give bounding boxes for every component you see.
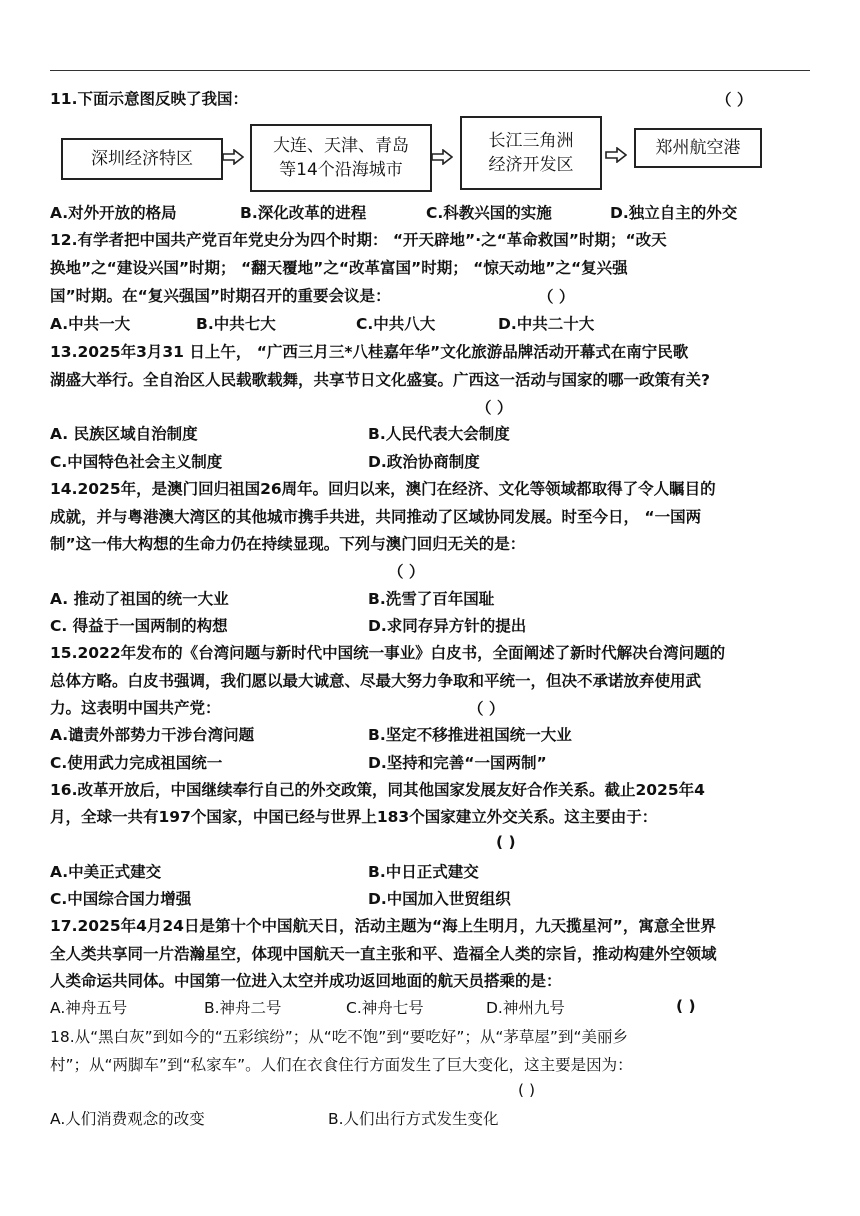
flow-box-shenzhen (61, 138, 223, 180)
q17-option-c: C.神舟七号 (346, 999, 424, 1017)
q11-option-b: B.深化改革的进程 (240, 204, 367, 222)
flow-box-zhengzhou (634, 128, 762, 168)
flow-box-zhengzhou-label: 郑州航空港 (655, 138, 741, 158)
q17-option-b: B.神舟二号 (204, 999, 282, 1017)
q15-line: 力。这表明中国共产党： (50, 699, 221, 717)
q12-answer-bracket: （ ） (538, 288, 575, 306)
q13-line: 13.2025年3月31 日上午， “广西三月三*八桂嘉年华”文化旅游品牌活动开幕式在南宁民歌 (50, 343, 689, 361)
q15-line: 15.2022年发布的《台湾问题与新时代中国统一事业》白皮书，全面阐述了新时代解决台湾问题的 (50, 644, 726, 662)
q12-option-d: D.中共二十大 (498, 315, 595, 333)
q11-stem: 11.下面示意图反映了我国： (50, 90, 248, 108)
q16-option-b: B.中日正式建交 (368, 863, 479, 881)
q18-answer-bracket: ( ) (518, 1081, 536, 1099)
q18-option-a: A.人们消费观念的改变 (50, 1110, 205, 1128)
q13-option-a: A. 民族区域自治制度 (50, 425, 198, 443)
q13-answer-bracket: （ ） (476, 399, 513, 417)
q18-option-b: B.人们出行方式发生变化 (328, 1110, 499, 1128)
flow-box-coastal-line2: 等14个沿海城市 (279, 160, 403, 180)
q16-line: 月，全球一共有197个国家，中国已经与世界上183个国家建立外交关系。这主要由于： (50, 808, 658, 826)
q12-option-b: B.中共七大 (196, 315, 276, 333)
q11-option-a: A.对外开放的格局 (50, 204, 177, 222)
q15-option-b: B.坚定不移推进祖国统一大业 (368, 726, 572, 744)
flow-box-yangtze-line2: 经济开发区 (488, 155, 574, 175)
flow-box-coastal-cities (250, 124, 432, 192)
q13-option-d: D.政治协商制度 (368, 453, 480, 471)
q17-answer-bracket: ( ) (676, 997, 696, 1015)
q13-line: 湖盛大举行。全自治区人民载歌载舞，共享节日文化盛宴。广西这一活动与国家的哪一政策有关? (50, 371, 710, 389)
q12-line: 国”时期。在“复兴强国”时期召开的重要会议是： (50, 287, 391, 305)
q14-option-a: A. 推动了祖国的统一大业 (50, 590, 229, 608)
q14-line: 制”这一伟大构想的生命力仍在持续显现。下列与澳门回归无关的是： (50, 535, 526, 553)
q14-answer-bracket: （ ） (388, 563, 425, 581)
q12-option-a: A.中共一大 (50, 315, 131, 333)
flow-box-shenzhen-label: 深圳经济特区 (91, 149, 193, 169)
header-rule (50, 70, 810, 71)
q12-line: 换地”之“建设兴国”时期； “翻天覆地”之“改革富国”时期； “惊天动地”之“复兴强 (50, 259, 628, 277)
q13-option-c: C.中国特色社会主义制度 (50, 453, 223, 471)
q16-option-d: D.中国加入世贸组织 (368, 890, 511, 908)
q18-line: 18.从“黑白灰”到如今的“五彩缤纷”；从“吃不饱”到“要吃好”；从“茅草屋”到“美丽乡 (50, 1028, 628, 1046)
q14-option-c: C. 得益于一国两制的构想 (50, 617, 228, 635)
q11-option-d: D.独立自主的外交 (610, 204, 738, 222)
q11-answer-bracket: （ ） (716, 91, 753, 109)
flow-box-yangtze-delta (460, 116, 602, 190)
q17-line: 全人类共享同一片浩瀚星空，体现中国航天一直主张和平、造福全人类的宗旨，推动构建外空领域 (50, 945, 717, 963)
q15-answer-bracket: （ ） (468, 700, 505, 718)
q17-option-a: A.神舟五号 (50, 999, 128, 1017)
q16-option-a: A.中美正式建交 (50, 863, 162, 881)
q12-line: 12.有学者把中国共产党百年党史分为四个时期： “开天辟地”·之“革命救国”时期；“改天 (50, 231, 667, 249)
q15-line: 总体方略。白皮书强调，我们愿以最大诚意、尽最大努力争取和平统一，但决不承诺放弃使用武 (50, 672, 702, 690)
q17-line: 人类命运共同体。中国第一位进入太空并成功返回地面的航天员搭乘的是： (50, 972, 562, 990)
arrow-right-icon (431, 149, 453, 165)
q16-answer-bracket: ( ) (496, 833, 516, 851)
q12-option-c: C.中共八大 (356, 315, 436, 333)
q14-line: 14.2025年，是澳门回归祖国26周年。回归以来，澳门在经济、文化等领域都取得了令人瞩目的 (50, 480, 716, 498)
q16-line: 16.改革开放后，中国继续奉行自己的外交政策，同其他国家发展友好合作关系。截止2025年4 (50, 781, 705, 799)
q16-option-c: C.中国综合国力增强 (50, 890, 192, 908)
flow-box-yangtze-line1: 长江三角洲 (488, 131, 574, 151)
q11-option-c: C.科教兴国的实施 (426, 204, 552, 222)
q18-line: 村”；从“两脚车”到“私家车”。人们在衣食住行方面发生了巨大变化，这主要是因为： (50, 1056, 633, 1074)
q14-option-d: D.求同存异方针的提出 (368, 617, 527, 635)
q17-line: 17.2025年4月24日是第十个中国航天日，活动主题为“海上生明月，九天揽星河”，寓意全世界 (50, 917, 716, 935)
q17-option-d: D.神州九号 (486, 999, 565, 1017)
arrow-right-icon (222, 149, 244, 165)
q15-option-d: D.坚持和完善“一国两制” (368, 754, 547, 772)
q14-option-b: B.洗雪了百年国耻 (368, 590, 495, 608)
q14-line: 成就，并与粤港澳大湾区的其他城市携手共进，共同推动了区域协同发展。时至今日， “一国两 (50, 508, 702, 526)
q15-option-a: A.谴责外部势力干涉台湾问题 (50, 726, 255, 744)
q13-option-b: B.人民代表大会制度 (368, 425, 510, 443)
arrow-right-icon (605, 147, 627, 163)
q15-option-c: C.使用武力完成祖国统一 (50, 754, 223, 772)
flow-box-coastal-line1: 大连、天津、青岛 (273, 136, 409, 156)
